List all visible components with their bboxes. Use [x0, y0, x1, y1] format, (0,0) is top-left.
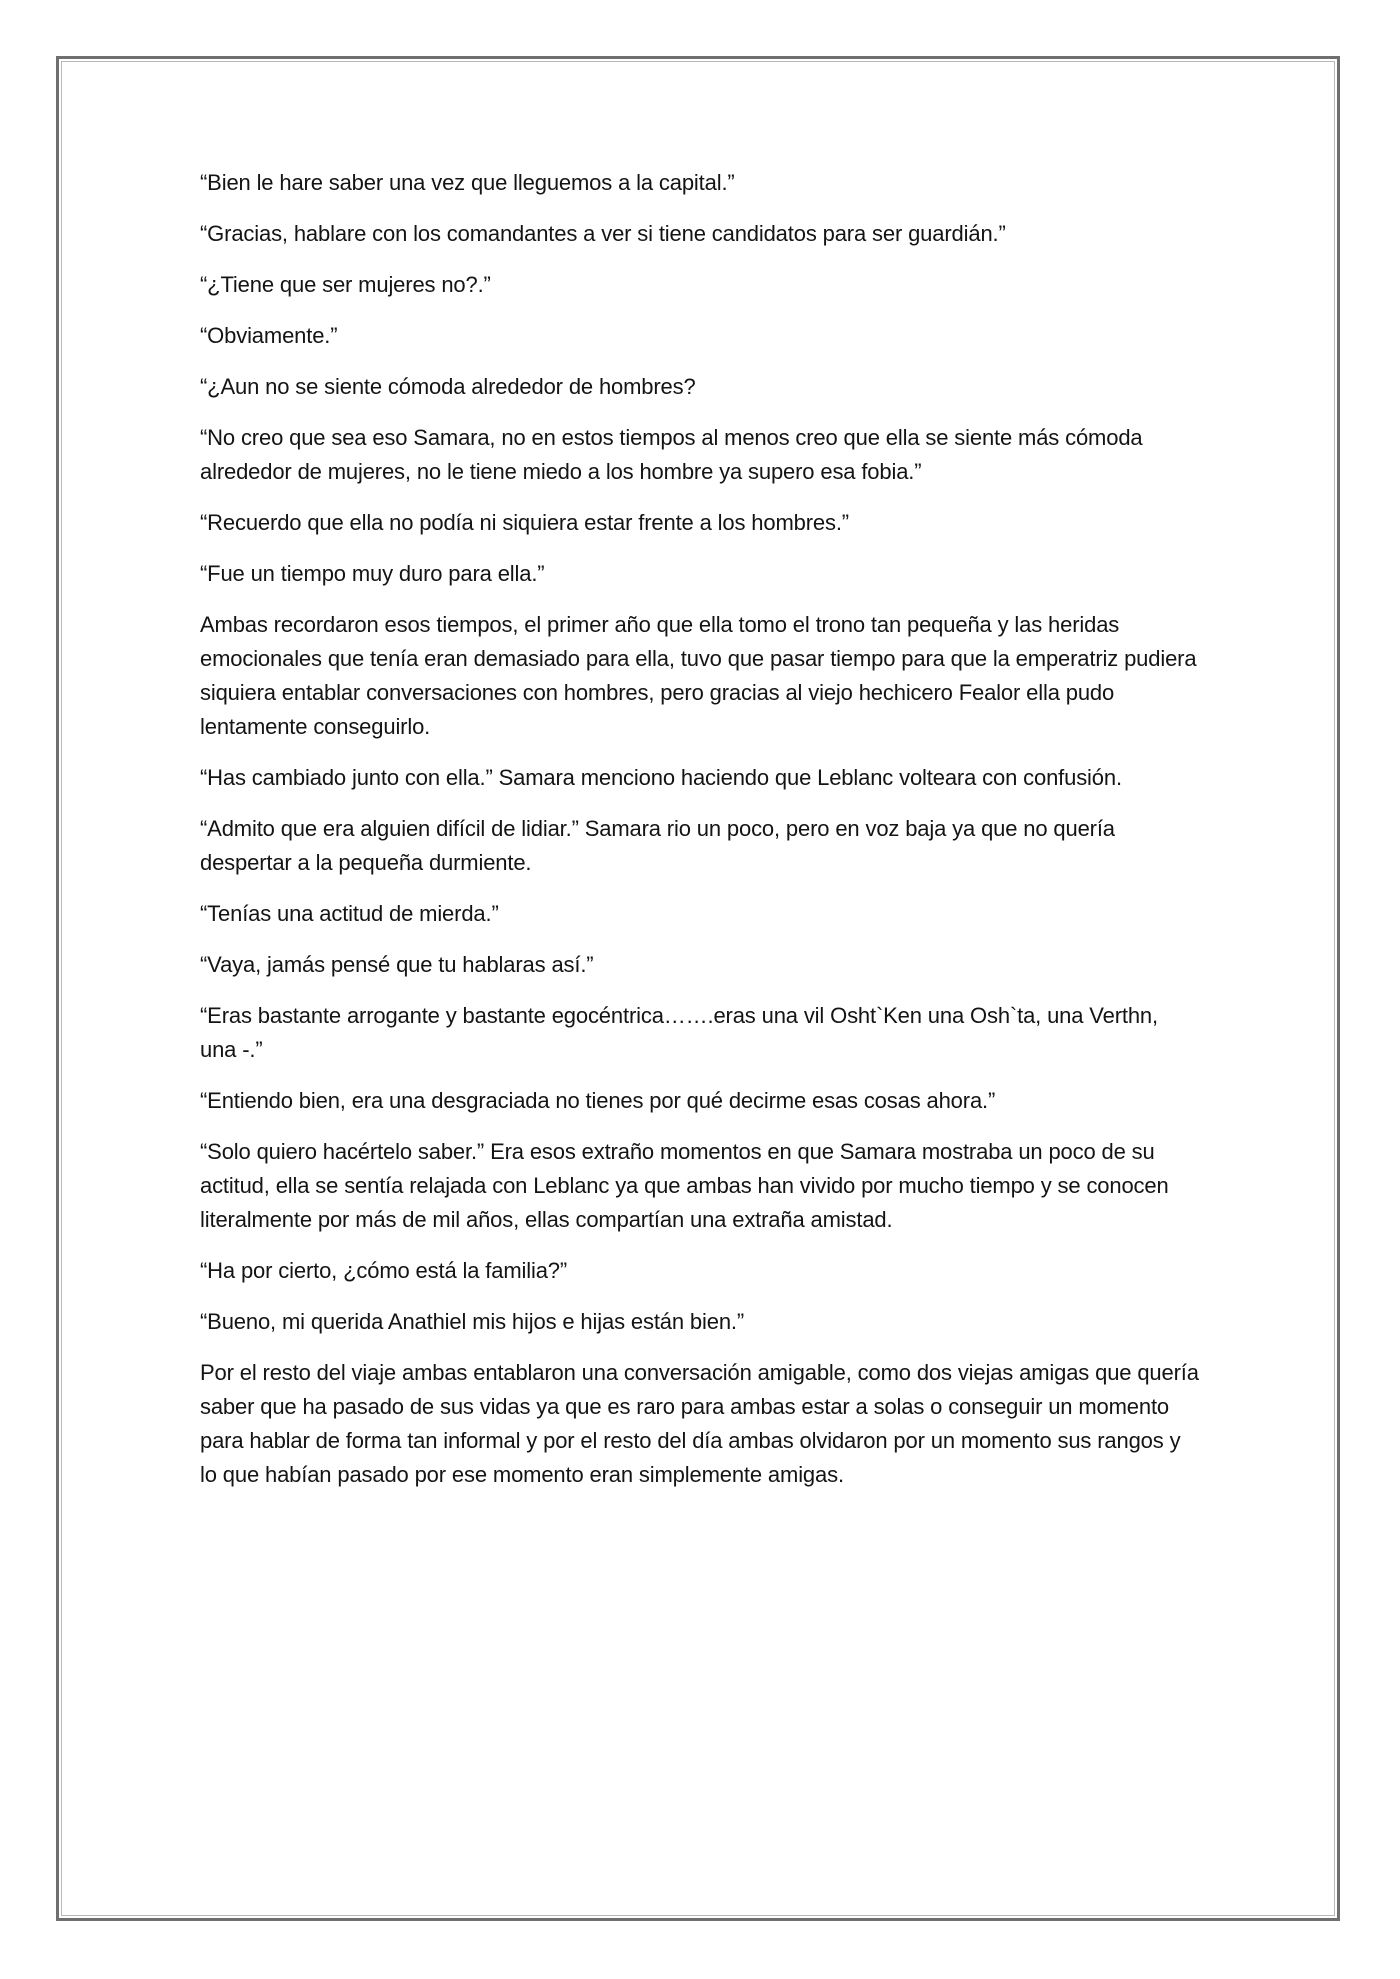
paragraph: “¿Aun no se siente cómoda alrededor de hombres? — [200, 374, 696, 399]
paragraph: “¿Tiene que ser mujeres no?.” — [200, 272, 491, 297]
paragraph: “Fue un tiempo muy duro para ella.” — [200, 561, 545, 586]
paragraph: “No creo que sea eso Samara, no en estos tiempos al menos creo que ella se siente más cómoda alrededor de mujeres, no le tiene miedo a los hombre ya supero esa fobia.” — [200, 425, 1143, 484]
paragraph: “Solo quiero hacértelo saber.” Era esos extraño momentos en que Samara mostraba un poco de su actitud, ella se sentía relajada con Leblanc ya que ambas han vivido por mucho tiempo y se conocen literalmente por más de mil años, ellas compartían una extraña amistad. — [200, 1139, 1169, 1232]
paragraph: Por el resto del viaje ambas entablaron una conversación amigable, como dos viejas amigas que quería saber que ha pasado de sus vidas ya que es raro para ambas estar a solas o conseguir un momento para hablar de forma tan informal y por el resto del día ambas olvidaron por un momento sus rangos y lo que habían pasado por ese momento eran simplemente amigas. — [200, 1360, 1199, 1487]
paragraph: “Ha por cierto, ¿cómo está la familia?” — [200, 1258, 568, 1283]
paragraph: “Entiendo bien, era una desgraciada no tienes por qué decirme esas cosas ahora.” — [200, 1088, 996, 1113]
paragraph: “Has cambiado junto con ella.” Samara menciono haciendo que Leblanc volteara con confusión. — [200, 765, 1122, 790]
paragraph: “Obviamente.” — [200, 323, 338, 348]
paragraph: “Gracias, hablare con los comandantes a ver si tiene candidatos para ser guardián.” — [200, 221, 1006, 246]
paragraph: “Recuerdo que ella no podía ni siquiera estar frente a los hombres.” — [200, 510, 849, 535]
paragraph: “Bueno, mi querida Anathiel mis hijos e hijas están bien.” — [200, 1309, 745, 1334]
document-body — [200, 166, 1200, 1509]
paragraph: “Admito que era alguien difícil de lidiar.” Samara rio un poco, pero en voz baja ya que no quería despertar a la pequeña durmiente. — [200, 816, 1115, 875]
paragraph: “Eras bastante arrogante y bastante egocéntrica…….eras una vil Osht`Ken una Osh`ta, una Verthn, una -.” — [200, 1003, 1158, 1062]
paragraph: “Bien le hare saber una vez que lleguemos a la capital.” — [200, 170, 735, 195]
paragraph: Ambas recordaron esos tiempos, el primer año que ella tomo el trono tan pequeña y las heridas emocionales que tenía eran demasiado para ella, tuvo que pasar tiempo para que la emperatriz pudiera siquiera entablar conversaciones con hombres, pero gracias al viejo hechicero Fealor ella pudo lentamente conseguirlo. — [200, 612, 1197, 739]
paragraph: “Tenías una actitud de mierda.” — [200, 901, 499, 926]
paragraph: “Vaya, jamás pensé que tu hablaras así.” — [200, 952, 594, 977]
